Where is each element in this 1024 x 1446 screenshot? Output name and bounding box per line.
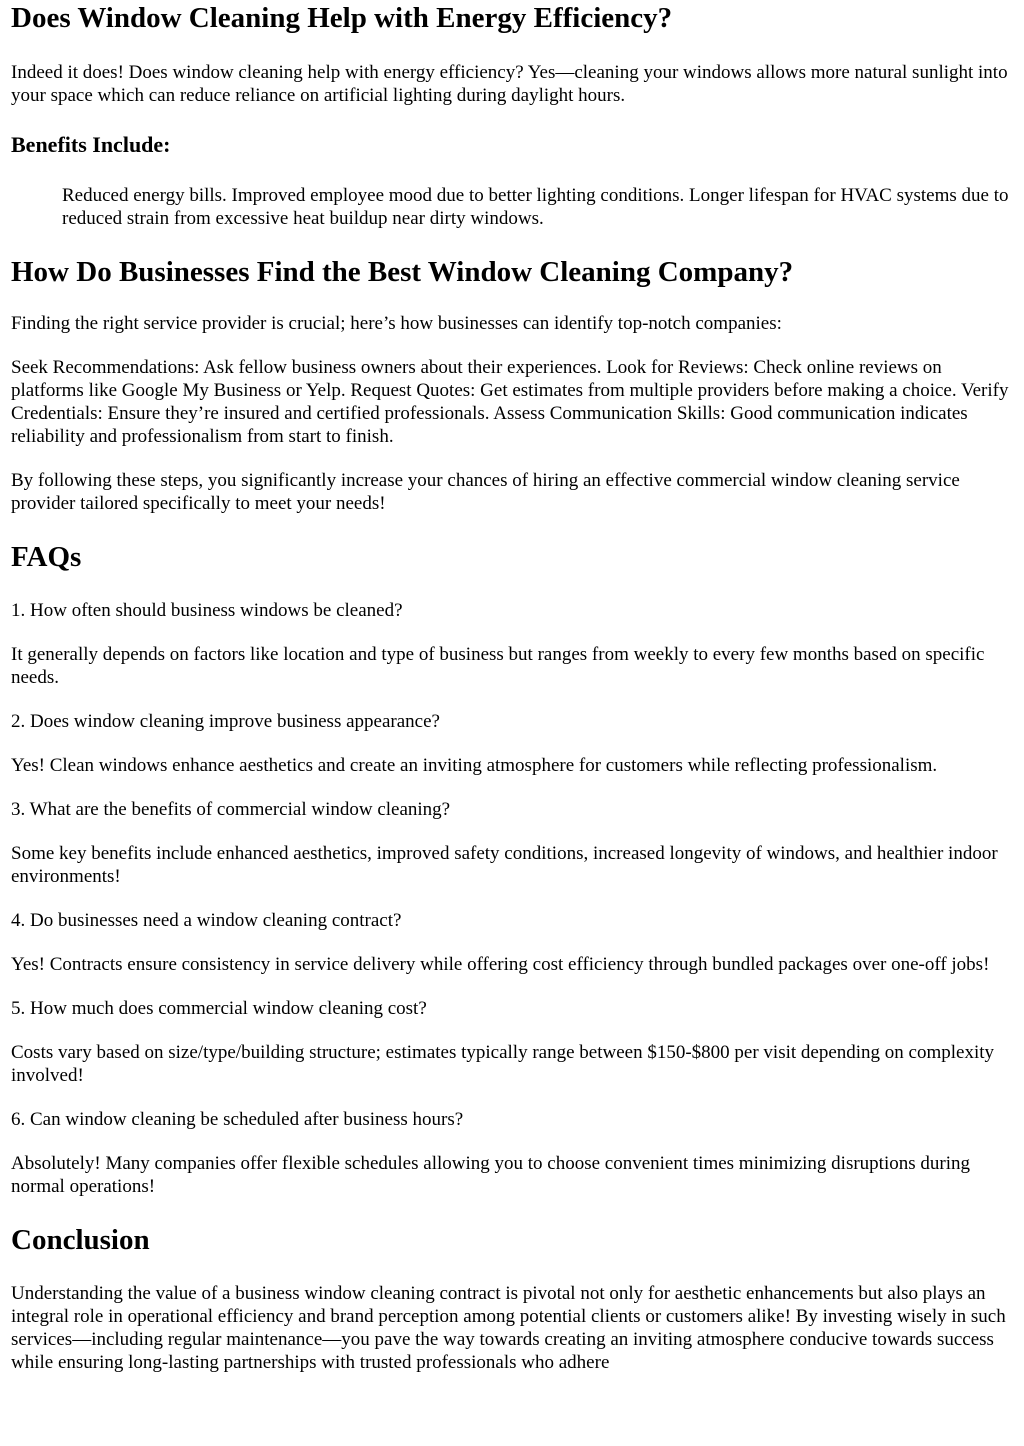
faq-question: 1. How often should business windows be cleaned? (11, 600, 403, 621)
section-heading-faqs: FAQs (11, 541, 82, 573)
faq-answer: Yes! Clean windows enhance aesthetics and create an inviting atmosphere for customers while reflecting professionalism. (11, 755, 938, 776)
faq-answer: It generally depends on factors like location and type of business but ranges from weekly to every few months based on specific needs. (11, 644, 985, 688)
best-company-intro-paragraph: Finding the right service provider is crucial; here’s how businesses can identify top-notch companies: (11, 313, 782, 334)
faq-answer: Absolutely! Many companies offer flexible schedules allowing you to choose convenient times minimizing disruptions during normal operations! (11, 1153, 970, 1197)
faq-question: 5. How much does commercial window cleaning cost? (11, 998, 427, 1019)
best-company-steps-paragraph: Seek Recommendations: Ask fellow business owners about their experiences. Look for Reviews: Check online reviews on platforms like Google My Business or Yelp. Request Quotes: Get estimates from multiple providers before making a choice. Verify Credentials: Ensure they’re insured and certified professionals. Assess Communication Skills: Good communication indicates reliability and professionalism from start to finish. (11, 357, 1009, 447)
section-heading-best-company: How Do Businesses Find the Best Window Cleaning Company? (11, 256, 794, 288)
faq-answer: Yes! Contracts ensure consistency in service delivery while offering cost efficiency through bundled packages over one-off jobs! (11, 954, 990, 975)
section-heading-conclusion: Conclusion (11, 1224, 150, 1256)
faq-answer: Costs vary based on size/type/building structure; estimates typically range between $150-$800 per visit depending on complexity involved! (11, 1042, 995, 1086)
best-company-summary-paragraph: By following these steps, you significantly increase your chances of hiring an effective commercial window cleaning service provider tailored specifically to meet your needs! (11, 470, 960, 514)
benefits-blockquote: Reduced energy bills. Improved employee mood due to better lighting conditions. Longer lifespan for HVAC systems due to reduced strain from excessive heat buildup near dirty windows. (62, 185, 1009, 229)
faq-question: 2. Does window cleaning improve business appearance? (11, 711, 440, 732)
faq-question: 3. What are the benefits of commercial window cleaning? (11, 799, 451, 820)
section-heading-energy-efficiency: Does Window Cleaning Help with Energy Efficiency? (11, 2, 673, 34)
faq-answer: Some key benefits include enhanced aesthetics, improved safety conditions, increased longevity of windows, and healthier indoor environments! (11, 843, 998, 887)
conclusion-paragraph: Understanding the value of a business window cleaning contract is pivotal not only for aesthetic enhancements but also plays an integral role in operational efficiency and brand perception among potential clients or customers alike! By investing wisely in such services—including regular maintenance—you pave the way towards creating an inviting atmosphere conducive towards success while ensuring long-lasting partnerships with trusted professionals who adhere (11, 1283, 1006, 1373)
energy-intro-paragraph: Indeed it does! Does window cleaning help with energy efficiency? Yes—cleaning your windows allows more natural sunlight into your space which can reduce reliance on artificial lighting during daylight hours. (11, 62, 1008, 106)
faq-question: 4. Do businesses need a window cleaning contract? (11, 910, 402, 931)
benefits-subheading: Benefits Include: (11, 132, 171, 157)
faq-question: 6. Can window cleaning be scheduled after business hours? (11, 1109, 464, 1130)
